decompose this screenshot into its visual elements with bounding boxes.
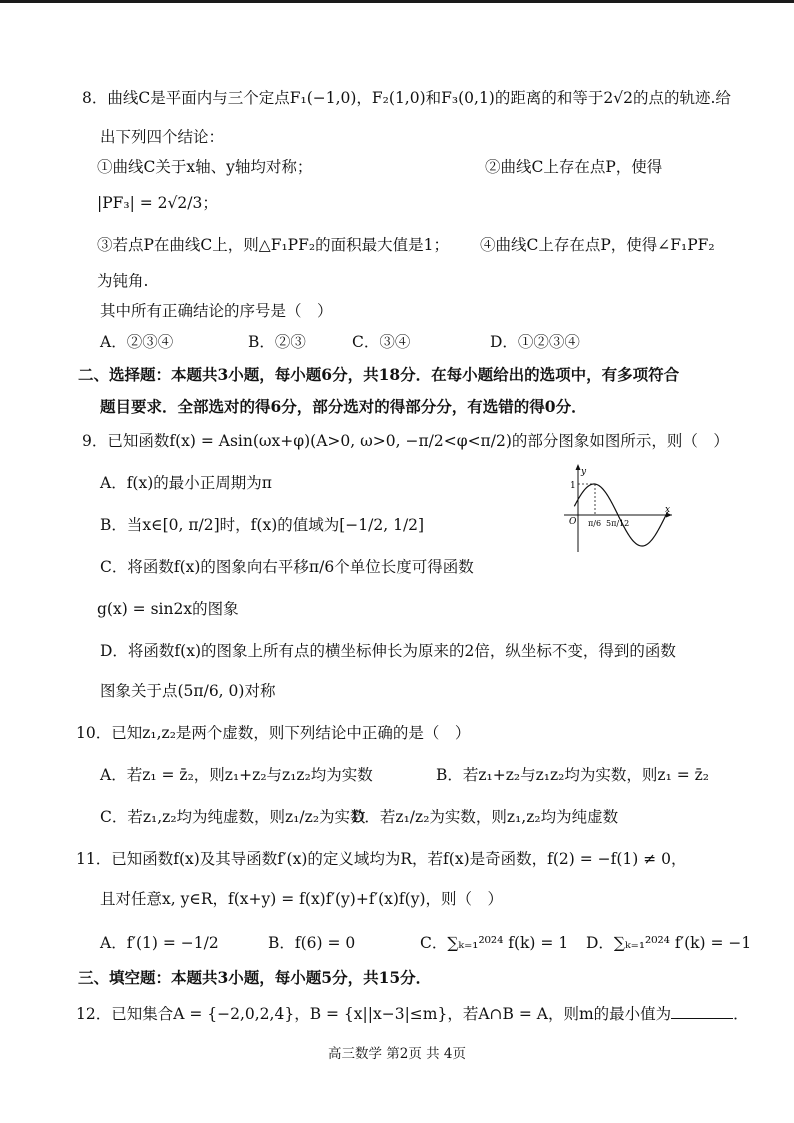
q9-option-d-line1: D．将函数f(x)的图象上所有点的横坐标伸长为原来的2倍，纵坐标不变，得到的函数	[100, 642, 676, 660]
q12-stem-line	[76, 1002, 749, 1025]
q9-option-c-line2: g(x) = sin2x的图象	[97, 600, 239, 618]
q10-option-b: B．若z₁+z₂与z₁z₂均为实数，则z₁ = z̄₂	[436, 766, 709, 784]
q11-stem-line1: 11．已知函数f(x)及其导函数f′(x)的定义域均为R，若f(x)是奇函数，f(2) = −f(1) ≠ 0，	[76, 850, 687, 868]
q11-option-d: D．∑ₖ₌₁²⁰²⁴ f′(k) = −1	[586, 934, 752, 952]
q9-option-b: B．当x∈[0, π/2]时，f(x)的值域为[−1/2, 1/2]	[100, 516, 425, 534]
q11-option-b: B．f(6) = 0	[268, 934, 356, 952]
q8-conclusion-3: ③若点P在曲线C上，则△F₁PF₂的面积最大值是1；	[97, 236, 449, 254]
graph-origin-label: O	[569, 517, 577, 527]
q9-stem: 9．已知函数f(x) = Asin(ωx+φ)(A>0, ω>0, −π/2<φ<π/2)的部分图象如图所示，则（ ）	[82, 432, 729, 450]
q8-conclusion-1: ①曲线C关于x轴、y轴均对称；	[97, 158, 313, 176]
graph-x-tick1-label: π/6	[588, 519, 602, 528]
q12-end-punct: ．	[733, 1005, 749, 1023]
section2-heading-line2: 题目要求．全部选对的得6分，部分选对的得部分分，有选错的得0分．	[100, 397, 587, 416]
q9-option-c-line1: C．将函数f(x)的图象向右平移π/6个单位长度可得函数	[100, 558, 474, 576]
q9-option-d-line2: 图象关于点(5π/6, 0)对称	[100, 682, 276, 700]
q10-option-c: C．若z₁,z₂均为纯虚数，则z₁/z₂为实数	[100, 808, 366, 826]
top-border	[0, 0, 794, 3]
q8-question: 其中所有正确结论的序号是（ ）	[100, 302, 333, 320]
q10-option-d: D．若z₁/z₂为实数，则z₁,z₂均为纯虚数	[352, 808, 619, 826]
q10-option-a: A．若z₁ = z̄₂，则z₁+z₂与z₁z₂均为实数	[100, 766, 373, 784]
q8-stem-line2: 出下列四个结论：	[100, 128, 225, 146]
q8-option-d: D．①②③④	[490, 333, 580, 351]
section3-heading: 三、填空题：本题共3小题，每小题5分，共15分．	[78, 968, 432, 987]
q8-conclusion-2-part1: ②曲线C上存在点P，使得	[485, 158, 663, 176]
q8-option-a: A．②③④	[100, 333, 174, 351]
q8-conclusion-4-part2: 为钝角.	[97, 272, 149, 290]
q10-stem: 10．已知z₁,z₂是两个虚数，则下列结论中正确的是（ ）	[76, 724, 471, 742]
q12-answer-blank[interactable]	[671, 1002, 733, 1019]
q8-conclusion-4-part1: ④曲线C上存在点P，使得∠F₁PF₂	[480, 236, 715, 254]
q11-option-a: A．f′(1) = −1/2	[100, 934, 219, 952]
q9-option-a: A．f(x)的最小正周期为π	[100, 474, 272, 492]
graph-x-tick2-label: 5π/12	[606, 519, 630, 528]
page-footer: 高三数学 第2页 共 4页	[327, 1046, 467, 1062]
q11-option-c: C．∑ₖ₌₁²⁰²⁴ f(k) = 1	[420, 934, 569, 952]
graph-y-label: y	[581, 467, 587, 477]
q8-conclusion-2-part2: |PF₃| = 2√2/3；	[97, 194, 218, 212]
q8-stem-line1: 8．曲线C是平面内与三个定点F₁(−1,0)，F₂(1,0)和F₃(0,1)的距离的和等于2√2的点的轨迹.给	[82, 89, 731, 107]
q12-stem: 12．已知集合A = {−2,0,2,4}，B = {x||x−3|≤m}，若A∩B = A，则m的最小值为	[76, 1005, 672, 1023]
q11-stem-line2: 且对任意x, y∈R，f(x+y) = f(x)f′(y)+f′(x)f(y)，则（ ）	[100, 890, 504, 908]
y-axis-arrow-icon	[576, 464, 581, 470]
section2-heading-line1: 二、选择题：本题共3小题，每小题6分，共18分．在每小题给出的选项中，有多项符合	[78, 365, 680, 384]
q8-option-c: C．③④	[352, 333, 411, 351]
graph-x-label: x	[665, 505, 671, 515]
graph-y-tick-label: 1	[570, 481, 576, 491]
q9-sine-graph	[560, 460, 680, 555]
q8-option-b: B．②③	[248, 333, 306, 351]
